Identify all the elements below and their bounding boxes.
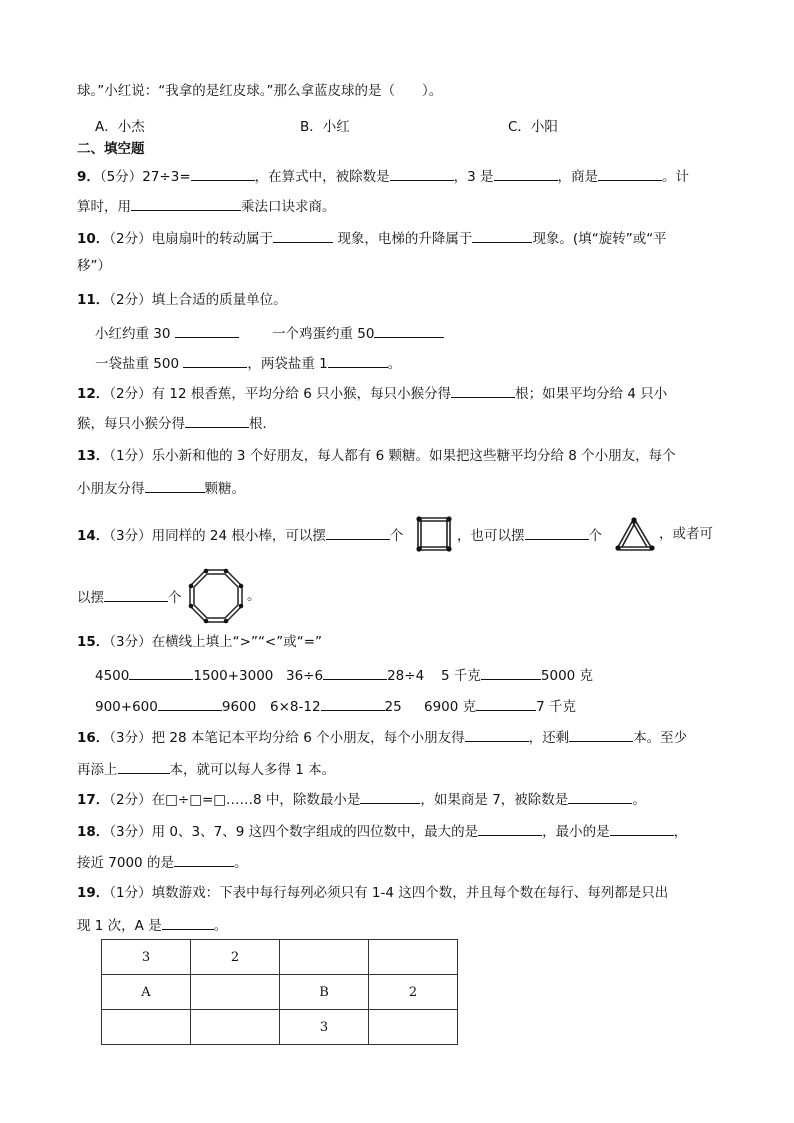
- q19-text: 现 1 次，A 是: [77, 918, 162, 934]
- q11-text: ，两袋盐重 1: [247, 356, 328, 372]
- q15-blank-5[interactable]: [321, 696, 385, 711]
- q15-row2-a: [95, 696, 256, 716]
- q18-blank-1[interactable]: [478, 821, 542, 836]
- q13-text: 颗糖。: [204, 481, 245, 497]
- q9-text: 乘法口诀求商。: [241, 199, 336, 215]
- q18-text: 接近 7000 的是: [77, 855, 174, 871]
- q16-blank-1[interactable]: [465, 727, 529, 742]
- table-cell[interactable]: B: [280, 975, 369, 1010]
- q19-line1: [77, 884, 668, 902]
- q18-score: （3分）: [109, 824, 152, 840]
- q10-text: 现象。(填“旋转”或“平: [532, 231, 667, 247]
- q15-row1-b: [286, 665, 424, 685]
- q9-text: ，在算式中，被除数是: [254, 169, 390, 185]
- q15-score: （3分）: [109, 634, 152, 650]
- q12-line1: [77, 383, 667, 403]
- q11-text: 填上合适的质量单位。: [151, 292, 287, 308]
- q9-line2: [77, 196, 336, 216]
- q15-row2-c: [424, 696, 576, 716]
- q15-text: 6900 克: [424, 699, 477, 715]
- q14-text: 用同样的 24 根小棒，可以摆: [151, 528, 326, 544]
- q15-blank-1[interactable]: [129, 665, 193, 680]
- triangle-sticks-icon: [612, 514, 658, 554]
- q15-blank-4[interactable]: [158, 696, 222, 711]
- q17-blank-2[interactable]: [568, 789, 632, 804]
- q15-text: 7 千克: [536, 699, 577, 715]
- q14-line1b: [457, 525, 602, 545]
- q10-line2: 移”）: [77, 258, 111, 274]
- square-sticks-icon: [413, 513, 455, 555]
- q15-text: 900+600: [95, 699, 158, 715]
- q16-line1: [77, 727, 687, 747]
- q19-text: 。: [213, 918, 228, 934]
- q18-line2: [77, 852, 247, 872]
- q10-blank-1[interactable]: [273, 228, 333, 243]
- q13-text: 小朋友分得: [77, 481, 145, 497]
- q17-text: 在□÷□=□……8 中，除数最小是: [151, 792, 361, 808]
- q11-line2: [95, 323, 239, 343]
- q15-blank-3[interactable]: [481, 665, 541, 680]
- q15-text: 36÷6: [286, 668, 324, 684]
- q14-blank-3[interactable]: [104, 587, 168, 602]
- q15-line1: [77, 633, 322, 651]
- q14-line1: [77, 525, 403, 545]
- q9-line1: [77, 166, 689, 186]
- q11-text: 小红约重 30: [95, 326, 171, 342]
- q17-number: 17．: [77, 792, 110, 808]
- q19-blank-1[interactable]: [162, 915, 214, 930]
- q15-number: 15．: [77, 634, 110, 650]
- q15-text: 在横线上填上“>”“<”或“=”: [151, 634, 323, 650]
- option-c[interactable]: C．小阳: [508, 119, 558, 135]
- q13-blank-1[interactable]: [145, 478, 205, 493]
- table-cell[interactable]: [102, 1010, 191, 1045]
- q18-blank-2[interactable]: [610, 821, 674, 836]
- q9-blank-5[interactable]: [131, 196, 241, 211]
- q10-score: （2分）: [109, 231, 152, 247]
- q15-row1-c: [441, 665, 593, 685]
- q15-text: 6×8-12: [270, 699, 321, 715]
- option-a[interactable]: A．小杰: [95, 119, 145, 135]
- q13-line2: [77, 478, 245, 498]
- q11-line2b: [272, 323, 444, 343]
- q10-blank-2[interactable]: [472, 228, 532, 243]
- q9-text: 算时，用: [77, 199, 131, 215]
- q14-text: 个: [389, 528, 404, 544]
- q17-text: 。: [632, 792, 646, 808]
- table-cell[interactable]: [280, 940, 369, 975]
- q11-blank-4[interactable]: [328, 353, 388, 368]
- q10-line1: [77, 228, 667, 248]
- q13-line1: [77, 447, 676, 465]
- q12-blank-1[interactable]: [451, 383, 515, 398]
- q11-line3: [95, 353, 401, 373]
- q14-blank-1[interactable]: [326, 525, 390, 540]
- q18-blank-3[interactable]: [174, 852, 234, 867]
- table-cell[interactable]: [369, 1010, 458, 1045]
- q16-score: （3分）: [109, 730, 152, 746]
- q16-text: 再添上: [77, 762, 118, 778]
- q14-text: 个: [168, 590, 182, 606]
- q11-text: 一袋盐重 500: [95, 356, 180, 372]
- table-cell[interactable]: [191, 1010, 280, 1045]
- q12-number: 12．: [77, 386, 110, 402]
- q16-blank-2[interactable]: [569, 727, 633, 742]
- q15-blank-2[interactable]: [323, 665, 387, 680]
- q15-text: 1500+3000: [193, 668, 274, 684]
- table-cell[interactable]: [191, 975, 280, 1010]
- q15-text: 28÷4: [387, 668, 425, 684]
- q14-text: ，也可以摆: [457, 528, 525, 544]
- q9-text: ，3 是: [453, 169, 494, 185]
- table-cell[interactable]: 3: [102, 940, 191, 975]
- q15-text: 5000 克: [540, 668, 594, 684]
- table-cell[interactable]: 2: [191, 940, 280, 975]
- q13-score: （1分）: [109, 448, 152, 464]
- number-grid-table: [101, 939, 458, 1045]
- q18-text: ，最小的是: [542, 824, 610, 840]
- q10-text: 电扇扇叶的转动属于: [151, 231, 274, 247]
- q12-text: 根；如果平均分给 4 只小: [515, 386, 668, 402]
- q9-score: （5分）: [99, 169, 143, 185]
- q11-text: 一个鸡蛋约重 50: [272, 326, 375, 342]
- q14-line2: [77, 587, 182, 607]
- table-row: [102, 940, 458, 975]
- q10-number: 10．: [77, 231, 110, 247]
- q12-text: 有 12 根香蕉，平均分给 6 只小猴，每只小猴分得: [151, 386, 452, 402]
- q18-text: ，: [673, 824, 688, 840]
- q15-text: 4500: [95, 668, 130, 684]
- q15-row1-a: [95, 665, 273, 685]
- q17-score: （2分）: [109, 792, 152, 808]
- q12-blank-2[interactable]: [185, 413, 249, 428]
- q19-text: 填数游戏：下表中每行每列必须只有 1-4 这四个数，并且每个数在每行、每列都是只出: [151, 885, 669, 901]
- table-row: [102, 1010, 458, 1045]
- q15-text: 5 千克: [441, 668, 481, 684]
- q18-number: 18．: [77, 824, 110, 840]
- table-cell[interactable]: 2: [369, 975, 458, 1010]
- q17-text: ，如果商是 7，被除数是: [420, 792, 569, 808]
- section-title: 二、填空题: [77, 141, 145, 157]
- q14-text: 个: [588, 528, 602, 544]
- q16-line2: [77, 759, 335, 779]
- table-row: [102, 975, 458, 1010]
- q9-number: 9．: [77, 169, 100, 185]
- q9-blank-2[interactable]: [390, 166, 454, 181]
- q12-text: 猴，每只小猴分得: [77, 416, 185, 432]
- q14-text: 以摆: [77, 590, 104, 606]
- q11-blank-2[interactable]: [374, 323, 444, 338]
- q14-line1c: ，或者可: [659, 526, 713, 542]
- q15-text: 9600: [221, 699, 257, 715]
- table-cell[interactable]: 3: [280, 1010, 369, 1045]
- q9-text: 27÷3=: [142, 169, 191, 185]
- q11-score: （2分）: [109, 292, 152, 308]
- q16-text: 本。至少: [633, 730, 688, 746]
- q14-number: 14．: [77, 528, 110, 544]
- q16-number: 16．: [77, 730, 110, 746]
- q10-text: 现象，电梯的升降属于: [337, 231, 473, 247]
- q11-blank-3[interactable]: [183, 353, 247, 368]
- q11-number: 11．: [77, 292, 110, 308]
- q12-line2: [77, 413, 276, 433]
- q9-blank-4[interactable]: [598, 166, 662, 181]
- q13-number: 13．: [77, 448, 110, 464]
- q19-line2: [77, 915, 227, 935]
- q14-score: （3分）: [109, 528, 152, 544]
- q19-score: （1分）: [109, 885, 152, 901]
- q15-row2-b: [270, 696, 402, 716]
- option-b[interactable]: B．小红: [300, 119, 350, 135]
- octagon-sticks-icon: [186, 566, 246, 626]
- q16-blank-3[interactable]: [118, 759, 170, 774]
- q14-blank-2[interactable]: [525, 525, 589, 540]
- table-cell[interactable]: [369, 940, 458, 975]
- q18-text: 。: [233, 855, 248, 871]
- q17-blank-1[interactable]: [360, 789, 420, 804]
- q15-text: 25: [384, 699, 402, 715]
- q12-text: 根．: [249, 416, 276, 432]
- q13-text: 乐小新和他的 3 个好朋友，每人都有 6 颗糖。如果把这些糖平均分给 8 个小朋友，每个: [151, 448, 676, 464]
- q9-text: ，商是: [557, 169, 599, 185]
- q9-blank-3[interactable]: [494, 166, 558, 181]
- q18-text: 用 0、3、7、9 这四个数字组成的四位数中，最大的是: [151, 824, 479, 840]
- q12-score: （2分）: [109, 386, 152, 402]
- q14-line2b: 。: [247, 588, 261, 604]
- q9-blank-1[interactable]: [191, 166, 255, 181]
- prev-question-tail: 球。”小红说：“我拿的是红皮球。”那么拿蓝皮球的是（ ）。: [77, 83, 443, 99]
- q9-text: 。计: [662, 169, 690, 185]
- q11-text: 。: [387, 356, 402, 372]
- q11-blank-1[interactable]: [175, 323, 239, 338]
- q16-text: ，还剩: [528, 730, 570, 746]
- q17-line1: [77, 789, 646, 809]
- q11-line1: [77, 291, 287, 309]
- q15-blank-6[interactable]: [476, 696, 536, 711]
- q16-text: 本，就可以每人多得 1 本。: [169, 762, 336, 778]
- q19-number: 19．: [77, 885, 110, 901]
- q16-text: 把 28 本笔记本平均分给 6 个小朋友，每个小朋友得: [151, 730, 465, 746]
- table-cell[interactable]: A: [102, 975, 191, 1010]
- q18-line1: [77, 821, 687, 841]
